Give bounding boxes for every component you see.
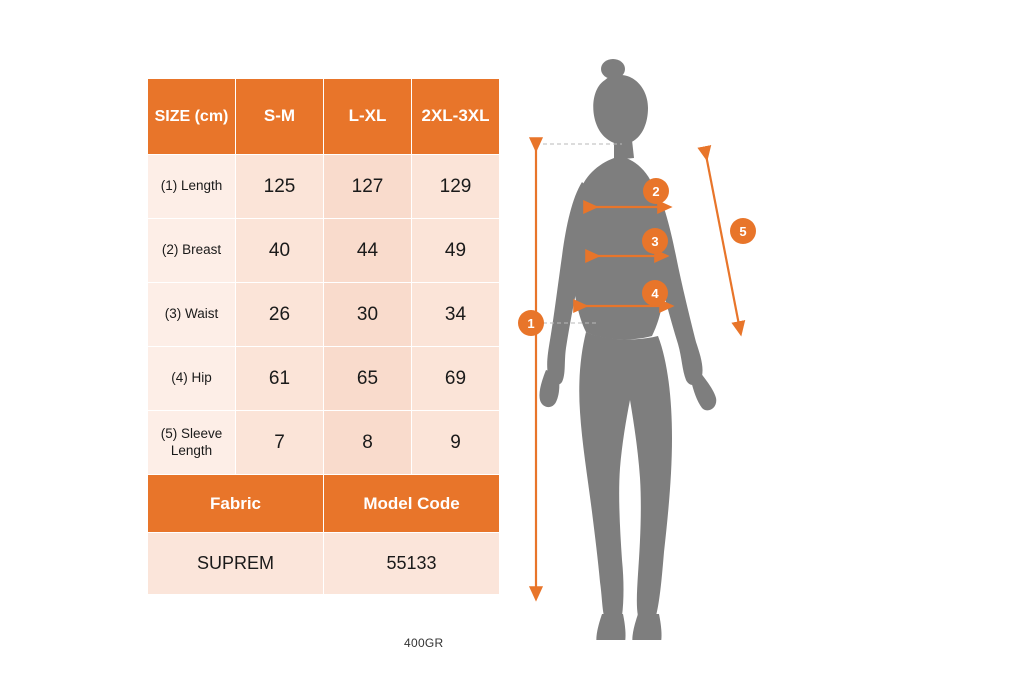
row-label-sleeve-length: (5) Sleeve Length	[148, 411, 236, 475]
cell-waist-l-xl: 30	[324, 283, 412, 347]
badge-5: 5	[730, 218, 756, 244]
table-row	[148, 347, 500, 411]
row-label-length: (1) Length	[148, 155, 236, 219]
cell-sleeve-length-l-xl: 8	[324, 411, 412, 475]
table-row	[148, 219, 500, 283]
column-header-model-code: Model Code	[324, 475, 500, 533]
female-body-silhouette-icon	[510, 40, 810, 640]
cell-length-s-m: 125	[236, 155, 324, 219]
size-chart-table	[147, 78, 500, 595]
cell-hip-2xl-3xl: 69	[412, 347, 500, 411]
table-row	[148, 411, 500, 475]
badge-3: 3	[642, 228, 668, 254]
cell-breast-l-xl: 44	[324, 219, 412, 283]
badge-2: 2	[643, 178, 669, 204]
column-header-fabric: Fabric	[148, 475, 324, 533]
badge-1: 1	[518, 310, 544, 336]
column-header-l-xl: L-XL	[324, 79, 412, 155]
table-row	[148, 283, 500, 347]
cell-sleeve-length-s-m: 7	[236, 411, 324, 475]
cell-breast-2xl-3xl: 49	[412, 219, 500, 283]
column-header-s-m: S-M	[236, 79, 324, 155]
cell-model-code-value: 55133	[324, 533, 500, 595]
cell-fabric-value: SUPREM	[148, 533, 324, 595]
cell-sleeve-length-2xl-3xl: 9	[412, 411, 500, 475]
table-footer-row	[148, 533, 500, 595]
cell-breast-s-m: 40	[236, 219, 324, 283]
column-header-size: SIZE (cm)	[148, 79, 236, 155]
cell-length-2xl-3xl: 129	[412, 155, 500, 219]
cell-waist-2xl-3xl: 34	[412, 283, 500, 347]
table-head	[148, 79, 500, 155]
table-subheader-row	[148, 475, 500, 533]
row-label-breast: (2) Breast	[148, 219, 236, 283]
cell-hip-s-m: 61	[236, 347, 324, 411]
measurement-figure	[510, 40, 810, 640]
cell-length-l-xl: 127	[324, 155, 412, 219]
fabric-weight-label: 400GR	[404, 636, 444, 650]
table-row	[148, 155, 500, 219]
table-header-row	[148, 79, 500, 155]
cell-waist-s-m: 26	[236, 283, 324, 347]
row-label-waist: (3) Waist	[148, 283, 236, 347]
badge-4: 4	[642, 280, 668, 306]
cell-hip-l-xl: 65	[324, 347, 412, 411]
row-label-hip: (4) Hip	[148, 347, 236, 411]
sleeve-length-measure-arrow	[706, 155, 740, 330]
column-header-2xl-3xl: 2XL-3XL	[412, 79, 500, 155]
table-body	[148, 155, 500, 595]
